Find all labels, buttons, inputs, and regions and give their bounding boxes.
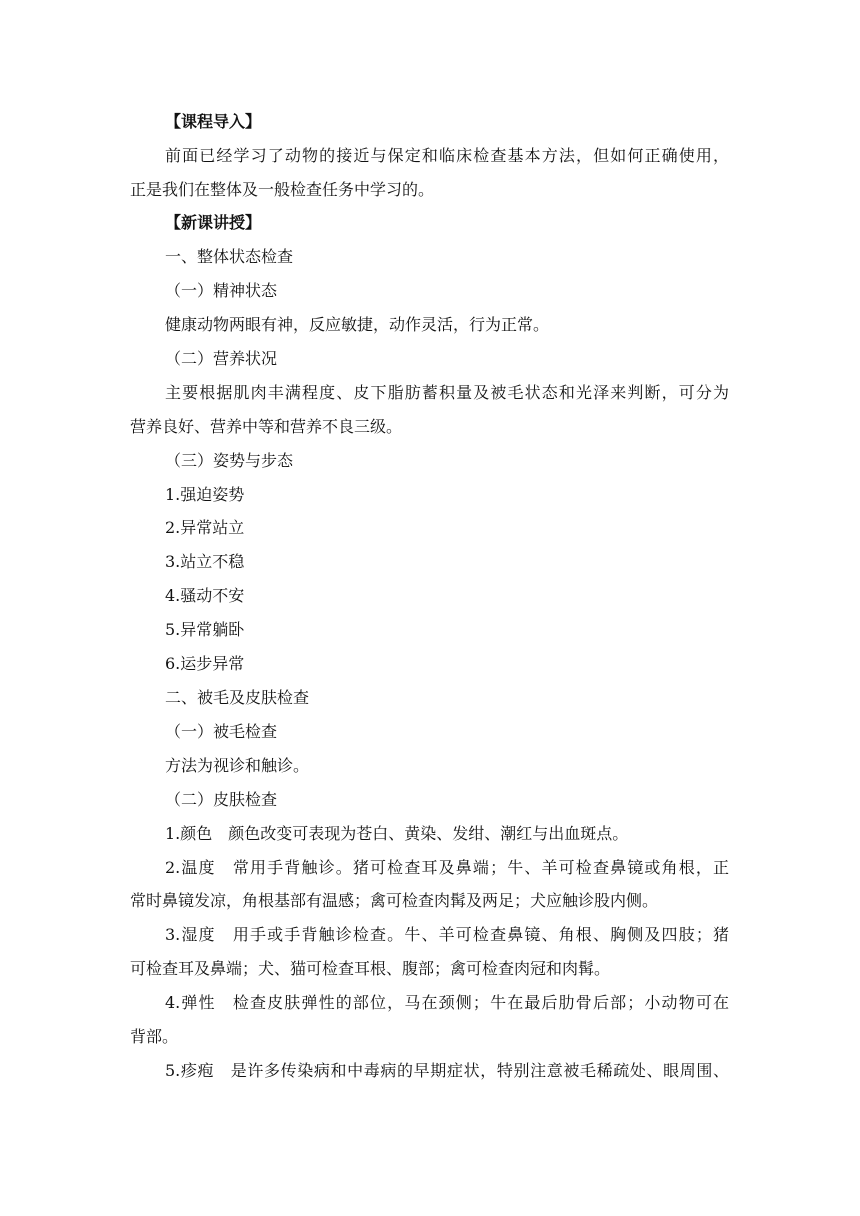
section-1-sub-2-line-1: 主要根据肌肉丰满程度、皮下脂肪蓄积量及被毛状态和光泽来判断，可分为 <box>165 383 729 402</box>
section-2-title: 二、被毛及皮肤检查 <box>165 688 310 707</box>
section-1-sub-2-line-2: 营养良好、营养中等和营养不良三级。 <box>130 417 403 436</box>
section-1-sub-1-title: （一）精神状态 <box>165 281 278 300</box>
list-item: 5.异常躺卧 <box>165 620 245 639</box>
list-item: 6.运步异常 <box>165 654 245 673</box>
section-1-title: 一、整体状态检查 <box>165 247 294 266</box>
section-1-sub-2-title: （二）营养状况 <box>165 349 278 368</box>
list-item: 3.站立不稳 <box>165 552 245 571</box>
skin-item-rash-line-1: 5.疹疱 是许多传染病和中毒病的早期症状，特别注意被毛稀疏处、眼周围、 <box>165 1061 729 1080</box>
intro-paragraph-line-1: 前面已经学习了动物的接近与保定和临床检查基本方法，但如何正确使用， <box>165 146 729 165</box>
skin-item-temperature-line-1: 2.温度 常用手背触诊。猪可检查耳及鼻端；牛、羊可检查鼻镜或角根，正 <box>165 858 729 877</box>
list-item: 1.强迫姿势 <box>165 485 245 504</box>
list-item: 2.异常站立 <box>165 518 245 537</box>
skin-item-elasticity-line-2: 背部。 <box>130 1027 179 1046</box>
skin-item-humidity-line-2: 可检查耳及鼻端；犬、猫可检查耳根、腹部；禽可检查肉冠和肉髯。 <box>130 959 611 978</box>
skin-item-color: 1.颜色 颜色改变可表现为苍白、黄染、发绀、潮红与出血斑点。 <box>165 824 629 843</box>
section-2-sub-2-title: （二）皮肤检查 <box>165 790 278 809</box>
skin-item-temperature-line-2: 常时鼻镜发凉，角根基部有温感；禽可检查肉髯及两足；犬应触诊股内侧。 <box>130 891 659 910</box>
intro-heading: 【课程导入】 <box>165 112 262 131</box>
skin-item-elasticity-line-1: 4.弹性 检查皮肤弹性的部位，马在颈侧；牛在最后肋骨后部；小动物可在 <box>165 993 729 1012</box>
lecture-heading: 【新课讲授】 <box>165 213 262 232</box>
section-1-sub-3-title: （三）姿势与步态 <box>165 451 294 470</box>
list-item: 4.骚动不安 <box>165 586 245 605</box>
section-1-sub-1-text: 健康动物两眼有神，反应敏捷，动作灵活，行为正常。 <box>165 315 550 334</box>
intro-paragraph-line-2: 正是我们在整体及一般检查任务中学习的。 <box>130 180 435 199</box>
section-2-sub-1-title: （一）被毛检查 <box>165 722 278 741</box>
skin-item-humidity-line-1: 3.湿度 用手或手背触诊检查。牛、羊可检查鼻镜、角根、胸侧及四肢；猪 <box>165 925 729 944</box>
section-2-sub-1-text: 方法为视诊和触诊。 <box>165 756 310 775</box>
